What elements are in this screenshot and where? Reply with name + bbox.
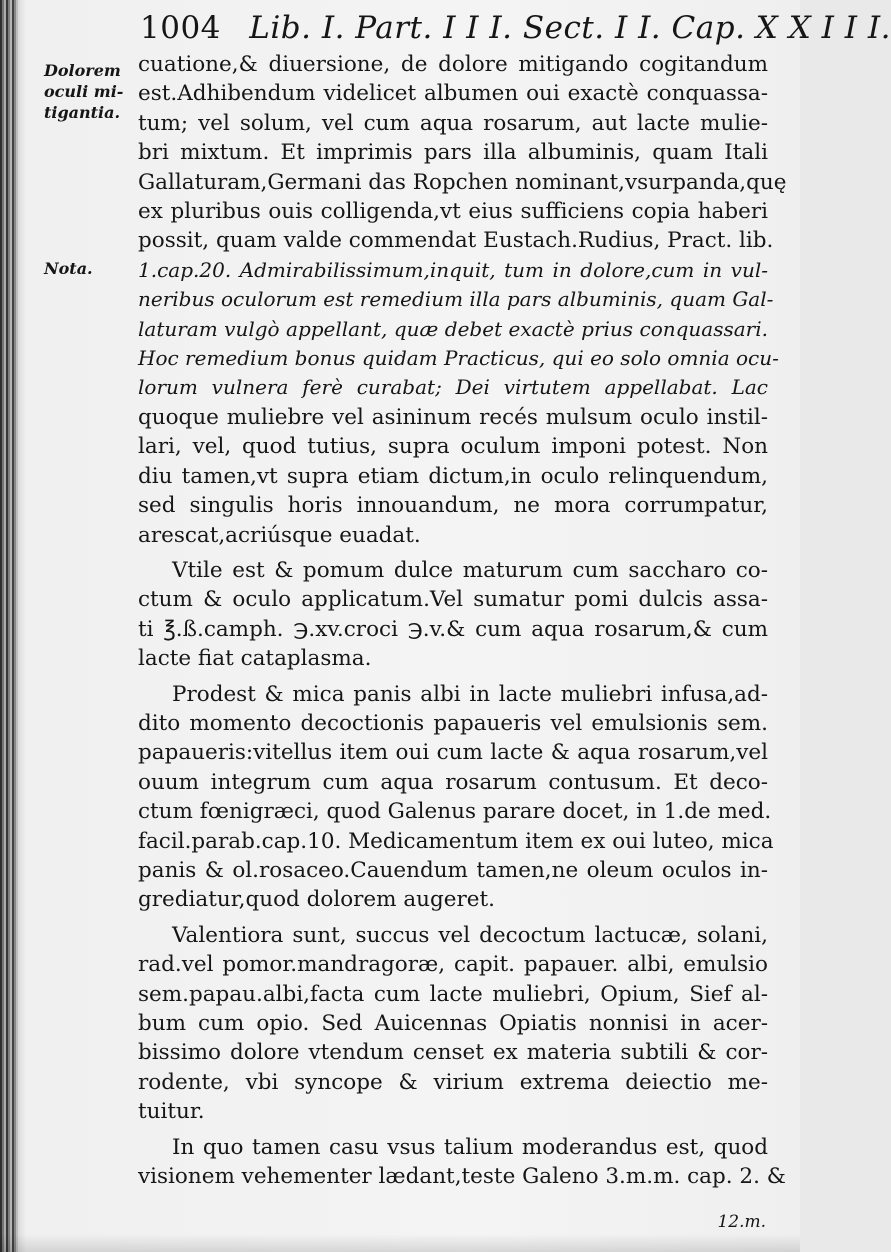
text-line: quoque muliebre vel asininum recés mulsum oculo instil- [138,404,768,430]
text-line: arescat,acriúsque euadat. [138,522,421,548]
text-line: bissimo dolore vtendum censet ex materia subtili & cor- [138,1040,768,1066]
page-number: 1004 [140,10,221,46]
text-line: sem.papau.albi,facta cum lacte muliebri, Opium, Sief al- [138,981,768,1007]
text-line: Vtile est & pomum dulce maturum cum saccharo co- [172,557,768,583]
text-line: papaueris:vitellus item oui cum lacte & aqua rosarum,vel [138,740,768,766]
paragraph-1 [138,50,787,550]
text-line-italic: lorum vulnera ferè curabat; Dei virtutem appellabat. Lac [138,375,768,400]
text-line: rad.vel pomor.mandragoræ, capit. papauer. albi, emulsio [138,952,768,978]
text-line: Gallaturam,Germani das Ropchen nominant,vsurpanda,quę [138,169,787,195]
text-line: In quo tamen casu vsus talium moderandus est, quod [172,1134,768,1160]
text-line: rodente, vbi syncope & virium extrema deiectio me- [138,1069,768,1095]
text-line-italic: 1.cap.20. Admirabilissimum,inquit, tum in dolore,cum in vul- [138,257,768,282]
text-line: panis & ol.rosaceo.Cauendum tamen,ne oleum oculos in- [138,857,768,883]
body-text [138,50,787,1191]
text-line: cuatione,& diuersione, de dolore mitigando cogitandum [138,52,768,77]
margin-note-dolorem [44,60,123,123]
text-line: tum; vel solum, vel cum aqua rosarum, aut lacte mulie- [138,110,768,136]
text-line: dito momento decoctionis papaueris vel emulsionis sem. [138,710,768,736]
text-line: ex pluribus ouis colligenda,vt eius sufficiens copia haberi [138,199,768,225]
text-line: possit, quam valde commendat Eustach.Rudius, Pract. lib. [138,228,774,254]
text-line: ti ℥.ß.camph. ℈.xv.croci ℈.v.& cum aqua rosarum,& cum [138,616,768,642]
text-line-italic: laturam vulgò appellant, quæ debet exactè prius conquassari. [138,316,768,341]
text-line: Valentiora sunt, succus vel decoctum lactucæ, solani, [172,922,768,948]
paragraph-3 [138,680,774,915]
margin-note-line: oculi mi- [44,82,124,101]
text-line: bri mixtum. Et imprimis pars illa albuminis, quam Itali [138,140,768,166]
text-line: visionem vehementer lædant,teste Galeno 3.m.m. cap. 2. & [138,1164,786,1190]
text-line-italic: neribus oculorum est remedium illa pars albuminis, quam Gal- [138,287,774,312]
text-line: tuitur. [138,1099,205,1125]
text-line: lacte fiat cataplasma. [138,646,372,672]
text-line: facil.parab.cap.10. Medicamentum item ex oui luteo, mica [138,828,774,854]
text-line: diu tamen,vt supra etiam dictum,in oculo relinquendum, [138,463,768,489]
margin-note-line: tigantia. [44,103,121,122]
text-line: Prodest & mica panis albi in lacte muliebri infusa,ad- [172,681,768,707]
running-header [140,10,891,46]
margin-note-line: Dolorem [44,61,121,80]
margin-note-nota [44,258,93,279]
text-line: est.Adhibendum videlicet albumen oui exactè conquassa- [138,81,768,107]
text-line: lari, vel, quod tutius, supra oculum imponi potest. Non [138,434,768,460]
paragraph-5 [138,1133,786,1192]
text-line: bum cum opio. Sed Auicennas Opiatis nonnisi in acer- [138,1011,768,1036]
text-line: ctum fœnigræci, quod Galenus parare docet, in 1.de med. [138,799,772,825]
text-line: ctum & oculo applicatum.Vel sumatur pomi dulcis assa- [138,587,768,613]
text-line-italic: Hoc remedium bonus quidam Practicus, qui eo solo omnia ocu- [138,346,779,371]
text-line: ouum integrum cum aqua rosarum contusum. Et deco- [138,769,768,795]
running-title: Lib. I. Part. I I I. Sect. I I. Cap. X X I I I. [249,10,891,46]
text-line: grediatur,quod dolorem augeret. [138,887,495,913]
page-bottom-shadow [0,1234,800,1252]
margin-note-line: Nota. [44,259,93,278]
text-line: sed singulis horis innouandum, ne mora corrumpatur, [138,493,768,519]
book-spine-shadow [0,0,18,1252]
paragraph-2 [138,556,768,674]
paragraph-4 [138,921,768,1127]
catchword: 12.m. [717,1212,766,1232]
